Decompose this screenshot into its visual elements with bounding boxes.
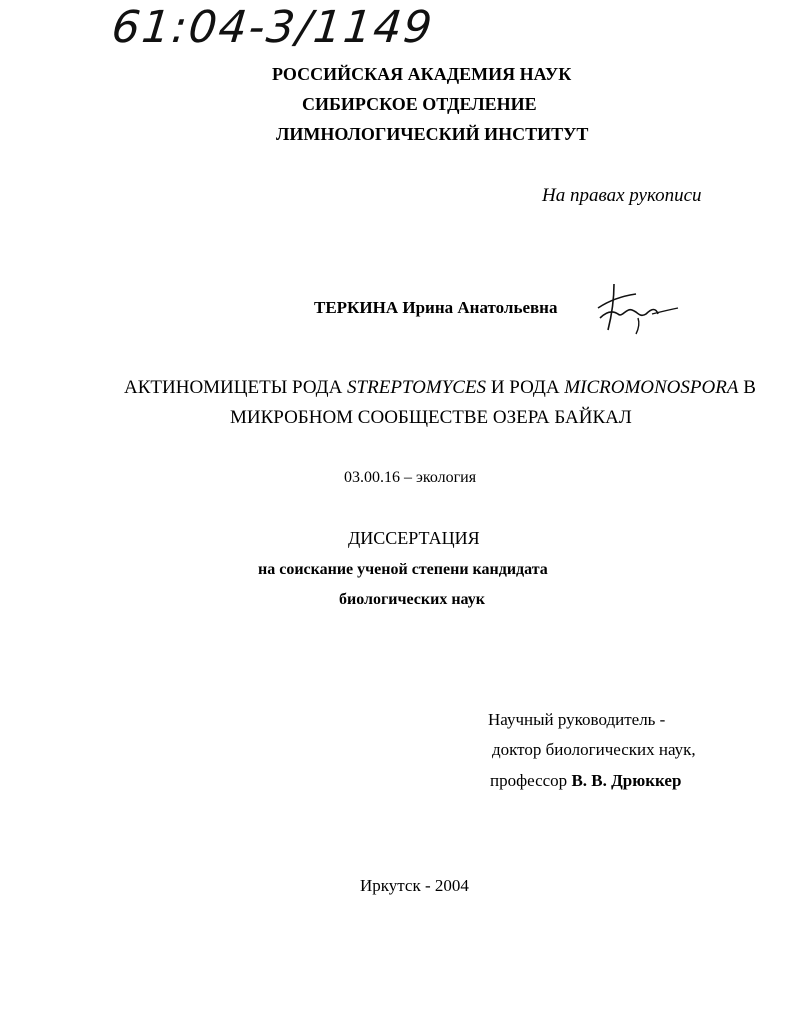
supervisor-name: В. В. Дрюккер [571,771,682,790]
dissertation-label: ДИССЕРТАЦИЯ [348,528,480,548]
author-given-names: Ирина Анатольевна [402,298,558,317]
author-name [314,298,557,318]
institution-line-institute: ЛИМНОЛОГИЧЕСКИЙ ИНСТИТУТ [276,124,589,144]
title-text-part1: АКТИНОМИЦЕТЫ РОДА [124,377,348,398]
place-and-year: Иркутск - 2004 [360,876,469,895]
title-genus-streptomyces: STREPTOMYCES [347,377,487,398]
supervisor-title: профессор [490,771,572,790]
specialty-code: 03.00.16 – экология [344,469,477,486]
title-text-part2: И РОДА [486,377,565,398]
author-signature [592,278,682,338]
degree-line-2: биологических наук [339,591,485,608]
degree-line-1: на соискание ученой степени кандидата [258,561,548,578]
supervisor-degree: доктор биологических наук, [492,740,696,759]
institution-line-branch: СИБИРСКОЕ ОТДЕЛЕНИЕ [302,94,537,114]
supervisor-role: Научный руководитель - [488,710,666,729]
manuscript-rights-note: На правах рукописи [542,185,702,206]
title-genus-micromonospora: MICROMONOSPORA [564,377,739,398]
dissertation-title-line-1 [124,377,756,399]
title-text-part3: В [738,377,756,398]
author-surname: ТЕРКИНА [314,298,399,317]
archive-code-handwritten: 61:04-3/1149 [109,2,437,53]
dissertation-title-line-2: МИКРОБНОМ СООБЩЕСТВЕ ОЗЕРА БАЙКАЛ [230,407,632,428]
supervisor-name-line [490,771,681,791]
institution-line-academy: РОССИЙСКАЯ АКАДЕМИЯ НАУК [272,64,572,84]
